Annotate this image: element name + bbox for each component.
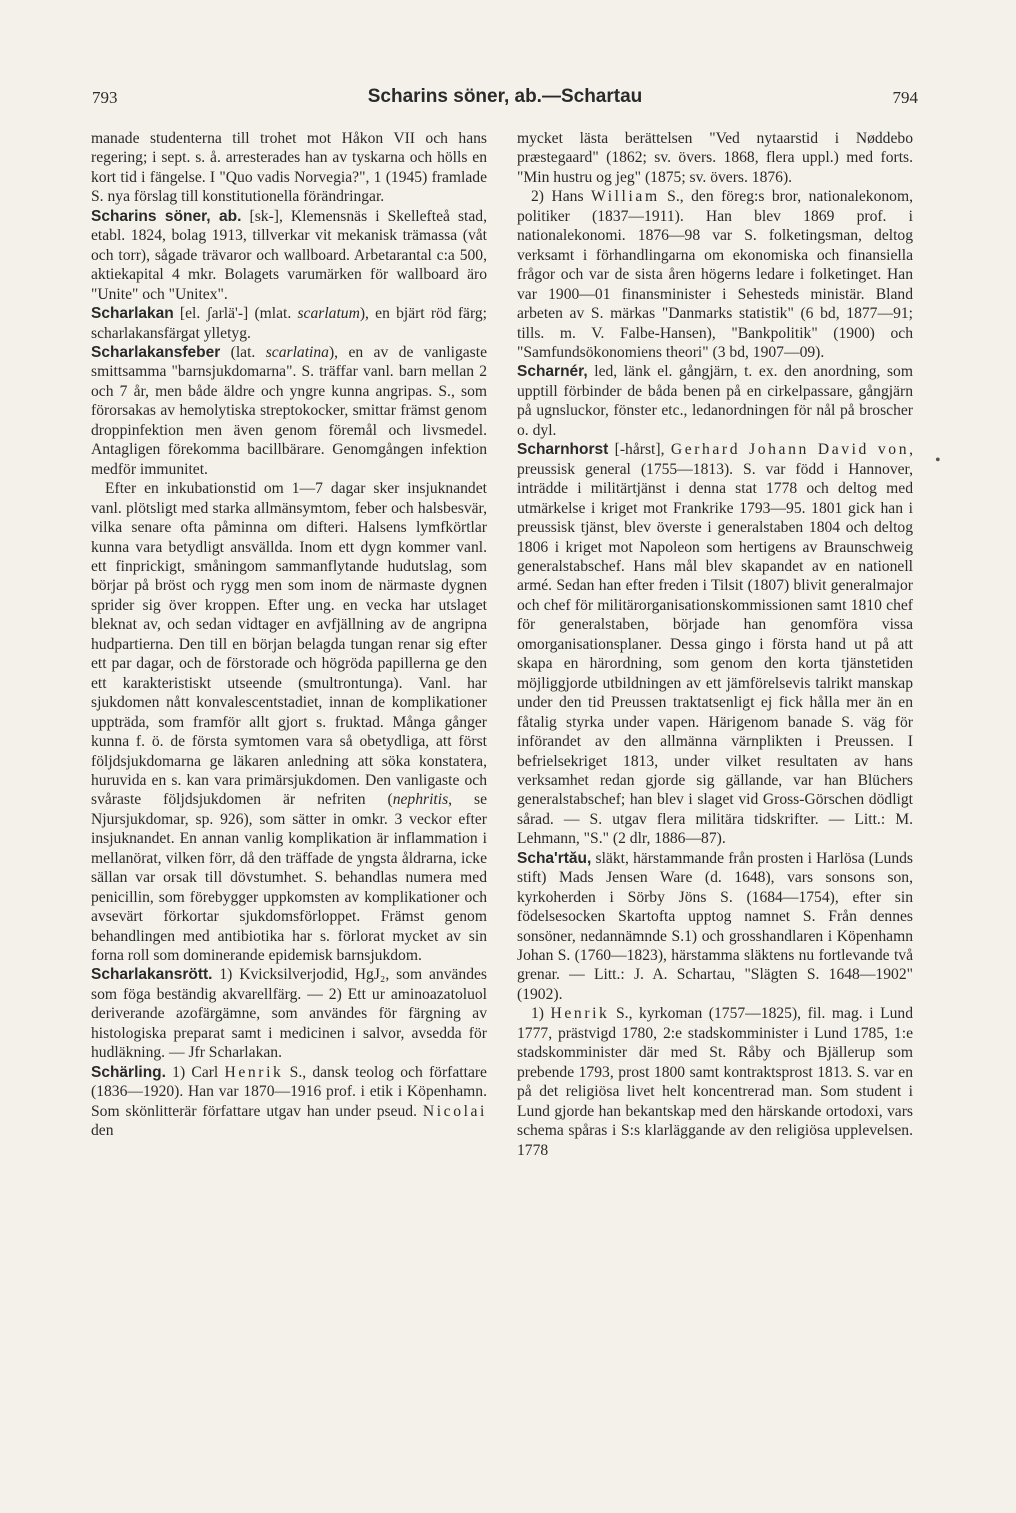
page-number-left: 793 [92, 88, 118, 107]
headword: Scharnhorst [517, 441, 609, 459]
headword: Schärling. [91, 1063, 166, 1081]
paragraph: manade studenterna till trohet mot Håkon VII och hans regering; i sept. s. å. arresterades han av tyskarna och hölls en kort tid i fängelse. I "Quo vadis Norvegia?", 1 (1945) framlade S. nya förslag till konstitutionella förändringar. [91, 130, 487, 206]
paragraph: Efter en inkubationstid om 1—7 dagar sker insjuknandet vanl. plötsligt med starka allmänsymtom, feber och halsbesvär, vilka senare ofta påminna om difteri. Halsens lymfkörtlar kunna vara betydligt ansvällda. Inom ett dygn kommer vanl. ett finprickigt, småningom sammanflytande hudutslag, som börjar på bröst och rygg men som inom de närmaste dygnen sprider sig över kroppen. Efter ung. en vecka har utslaget bleknat av, och sedan vidtager en avfjällning av de angripna hudpartierna. Den till en början belagda tungan renar sig efter ett par dagar, och de förstorade och högröda papillerna ge den ett karakteristiskt utseende (smultrontunga). Vanl. har sjukdomen nått konvalescentstadiet, innan de komplikationer uppträda, som framför allt gjort s. fruktad. Många gånger kunna f. ö. de första symtomen vara så obetydliga, att först följdsjukdomarna ge läkaren anledning att söka konstatera, huruvida en s. kan vara primärsjukdomen. Den vanligaste och svåraste följdsjukdomen är nefriten (nephritis, se Njursjukdomar, sp. 926), som sätter in omkr. 3 veckor efter insjuknandet. En annan vanlig komplikation är inflammation i mellanörat, vilken förr, då den träffade de yngsta åldrarna, icke sällan var orsak till dövstumhet. S. behandlas numera med penicillin, som förebygger uppkomsten av komplikationer och avsevärt förkortar sjukdomsförloppet. Främst genom behandlingen med antibiotika har s. förlorat mycket av sin forna roll som dominerande epidemisk barnsjukdom. [91, 480, 487, 965]
running-title: Scharins söner, ab.—Schartau [367, 86, 643, 107]
entry-scharling: Schärling. 1) Carl Henrik S., dansk teolog och författare (1836—1920). Han var 1870—1916 prof. i etik i Köpenhamn. Som skönlitterär författare utgav han under pseud. Nicolai den [91, 1063, 487, 1140]
entry-scharnhorst: Scharnhorst [-hårst], Gerhard Johann David von, preussisk general (1755—1813). S. var född i Hannover, inträdde i militärtjänst i denna stat 1778 och deltog med utmärkelse i kriget mot Frankrike 1793—95. 1801 gick han i preussisk tjänst, blev överste i generalstaben 1804 och deltog 1806 i kriget mot Napoleon som hertigens av Braunschweig generalstabschef. Hans mål blev skapandet av en nationell armé. Sedan han efter freden i Tilsit (1807) blivit generalmajor och chef för militärorganisationskommissionen samt 1810 chef för generalstaben, började han genomföra vissa omorganisationsplaner. Dessa gingo i första hand ut på att skapa en härordning, som genom den korta tjänstetiden möjliggjorde utbildningen av ett jämförelsevis talrikt manskap under den tid Preussen traktatsenligt ej fick hålla mer än en fåtalig styrka under vapen. Härigenom banade S. väg för införandet av den allmänna värnplikten i Preussen. I befrielsekriget 1813, under vilket resultaten av hans verksamhet redan gjorde sig gällande, var han Blüchers generalstabschef; han blev i slaget vid Gross-Görschen dödligt sårad. — S. utgav flera militära tidskrifter. — Litt.: M. Lehmann, "S." (2 dlr, 1886—87). [517, 441, 914, 848]
headword: Scharnér, [517, 363, 588, 381]
entry-scharlakansrott: Scharlakansrött. 1) Kvicksilverjodid, HgJ₂, som användes som föga beständig akvarellfärg. — 2) Ett ur aminoazatoluol deriverande azofärgämne, som användes för färgning av histologiska preparat samt i medicinen i salvor, avsedda för hudläkning. — Jfr Scharlakan. [91, 966, 487, 1062]
paragraph: 1) Henrik S., kyrkoman (1757—1825), fil. mag. i Lund 1777, prästvigd 1780, 2:e stadskomminister i Lund 1785, 1:e stadskomminister där med St. Råby och Bjällerup som prebende 1793, prost 1800 samt kontraktsprost 1813. S. var en på det religiösa livet helt koncentrerad man. Som student i Lund gjorde han bekantskap med den härskande ortodoxi, vars schema spåras i S:s klarläggande av den religiösa upplevelsen. 1778 [517, 1005, 913, 1159]
left-column [91, 129, 487, 1141]
right-column [517, 129, 913, 1160]
headword: Scharlakan [91, 305, 174, 323]
page-header [92, 88, 918, 114]
entry-scharner: Scharnér, led, länk el. gångjärn, t. ex. den anordning, som upptill förbinder de båda benen på en cirkelpassare, gångjärn på ugnsluckor, fönster etc., ledanordningen för nål på broscher o. dyl. [517, 363, 913, 439]
entry-scharlakan: Scharlakan [el. ʃarlä'-] (mlat. scarlatum), en bjärt röd färg; scharlakansfärgat ylletyg. [91, 305, 487, 342]
entry-schartau: Scha'rtău, släkt, härstammande från prosten i Harlösa (Lunds stift) Mads Jensen Ware (d. 1648), vars sonsons son, kyrkoherden i Sörby Jöns S. (1684—1754), efter sin födelsesocken Skartofta upptog namnet S. Från dennes sonsöner, nedannämnde S.1) och grosshandlaren i Köpenhamn Johan S. (1760—1823), härstamma släktens nu fortlevande två grenar. — Litt.: J. A. Schartau, "Slägten S. 1648—1902" (1902). [517, 849, 913, 1003]
headword: Scharlakansfeber [91, 343, 221, 361]
entry-scharins: Scharins söner, ab. [sk-], Klemensnäs i Skellefteå stad, etabl. 1824, bolag 1913, tillverkar vit mekanisk trämassa (våt och torr), sågade trävaror och wallboard. Arbetarantal c:a 500, aktiekapital 4 mkr. Bolagets varumärken för wallboard äro "Unite" och "Unitex". [91, 207, 487, 303]
page-number-right: 794 [892, 88, 918, 107]
paragraph: mycket lästa berättelsen "Ved nytaarstid i Nøddebo præstegaard" (1862; sv. övers. 1868, flera uppl.) med forts. "Min hustru og jeg" (1875; sv. övers. 1876). [517, 130, 913, 186]
headword: Scharlakansrött. [91, 966, 213, 984]
headword: Scha'rtău, [517, 849, 592, 867]
margin-dot: • [935, 452, 941, 469]
headword: Scharins söner, ab. [91, 207, 242, 225]
paragraph: 2) Hans William S., den föreg:s bror, nationalekonom, politiker (1837—1911). Han blev 1869 prof. i nationalekonomi. 1876—98 var S. folketingsman, deltog verksamt i förhandlingarna om ekonomiska och finansiella frågor och var de sista åren högerns ledare i folketinget. Han var 1900—01 finansminister i Sehesteds ministär. Bland arbeten av S. märkas "Danmarks statistik" (6 bd, 1877—91; tills. m. V. Falbe-Hansen), "Bankpolitik" (1900) och "Samfundsökonomiens theori" (3 bd, 1907—09). [517, 188, 913, 361]
entry-scharlakansfeber: Scharlakansfeber (lat. scarlatina), en av de vanligaste smittsamma "barnsjukdomarna". S. träffar vanl. barn mellan 2 och 7 år, men både äldre och yngre kunna angripas. S., som förorsakas av hemolytiska streptokocker, smittar främst genom droppinfektion men även genom föremål och livsmedel. Antagligen förekomma bacillbärare. Genomgången infektion medför immunitet. [91, 343, 487, 478]
